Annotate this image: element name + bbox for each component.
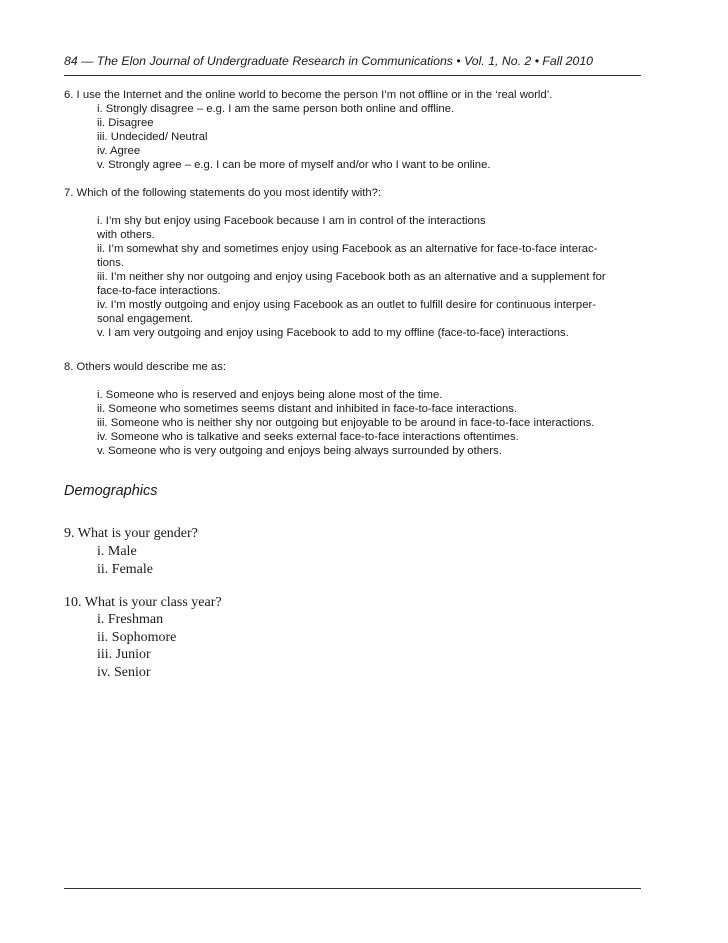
option: iii. Someone who is neither shy nor outgoing but enjoyable to be around in face-to-face interactions. xyxy=(97,417,595,429)
footer-rule xyxy=(64,888,641,889)
option: iv. Someone who is talkative and seeks external face-to-face interactions oftentimes. xyxy=(97,431,519,443)
option: iii. Junior xyxy=(97,647,151,662)
question-10: 10. What is your class year? xyxy=(64,595,222,610)
option: i. Someone who is reserved and enjoys being alone most of the time. xyxy=(97,389,443,401)
option: with others. xyxy=(97,229,155,241)
option: ii. Someone who sometimes seems distant and inhibited in face-to-face interactions. xyxy=(97,403,518,415)
option: tions. xyxy=(97,257,125,269)
option: iv. Agree xyxy=(97,145,141,157)
option: v. Strongly agree – e.g. I can be more of myself and/or who I want to be online. xyxy=(97,159,491,171)
question-8: 8. Others would describe me as: xyxy=(64,361,226,373)
question-9: 9. What is your gender? xyxy=(64,526,198,541)
question-6-options xyxy=(97,102,642,172)
question-7: 7. Which of the following statements do you most identify with?: xyxy=(64,187,382,199)
question-10-options xyxy=(97,611,176,681)
option: v. I am very outgoing and enjoy using Facebook to add to my offline (face-to-face) interactions. xyxy=(97,327,569,339)
question-6: 6. I use the Internet and the online world to become the person I’m not offline or in the ‘real world’. xyxy=(64,89,553,101)
question-9-options xyxy=(97,543,153,578)
option: i. Male xyxy=(97,544,137,559)
option: iii. I’m neither shy nor outgoing and enjoy using Facebook both as an alternative and a supplement for xyxy=(97,271,606,283)
option: face-to-face interactions. xyxy=(97,285,221,297)
option: v. Someone who is very outgoing and enjoys being always surrounded by others. xyxy=(97,445,502,457)
option: i. I’m shy but enjoy using Facebook because I am in control of the interactions xyxy=(97,215,486,227)
option: i. Freshman xyxy=(97,612,164,627)
header-rule xyxy=(64,75,641,76)
question-8-options xyxy=(97,388,642,458)
option: iii. Undecided/ Neutral xyxy=(97,131,208,143)
option: sonal engagement. xyxy=(97,313,194,325)
option: ii. Female xyxy=(97,561,153,577)
option: iv. Senior xyxy=(97,664,151,680)
question-7-options xyxy=(97,214,642,340)
option: ii. I’m somewhat shy and sometimes enjoy using Facebook as an alternative for face-to-face interac- xyxy=(97,243,598,255)
running-head: 84 — The Elon Journal of Undergraduate Research in Communications • Vol. 1, No. 2 • Fall 2010 xyxy=(64,54,594,68)
option: ii. Sophomore xyxy=(97,629,177,645)
option: iv. I’m mostly outgoing and enjoy using Facebook as an outlet to fulfill desire for continuous interper- xyxy=(97,299,597,311)
section-title: Demographics xyxy=(64,483,158,499)
option: i. Strongly disagree – e.g. I am the same person both online and offline. xyxy=(97,103,455,115)
option: ii. Disagree xyxy=(97,117,154,129)
